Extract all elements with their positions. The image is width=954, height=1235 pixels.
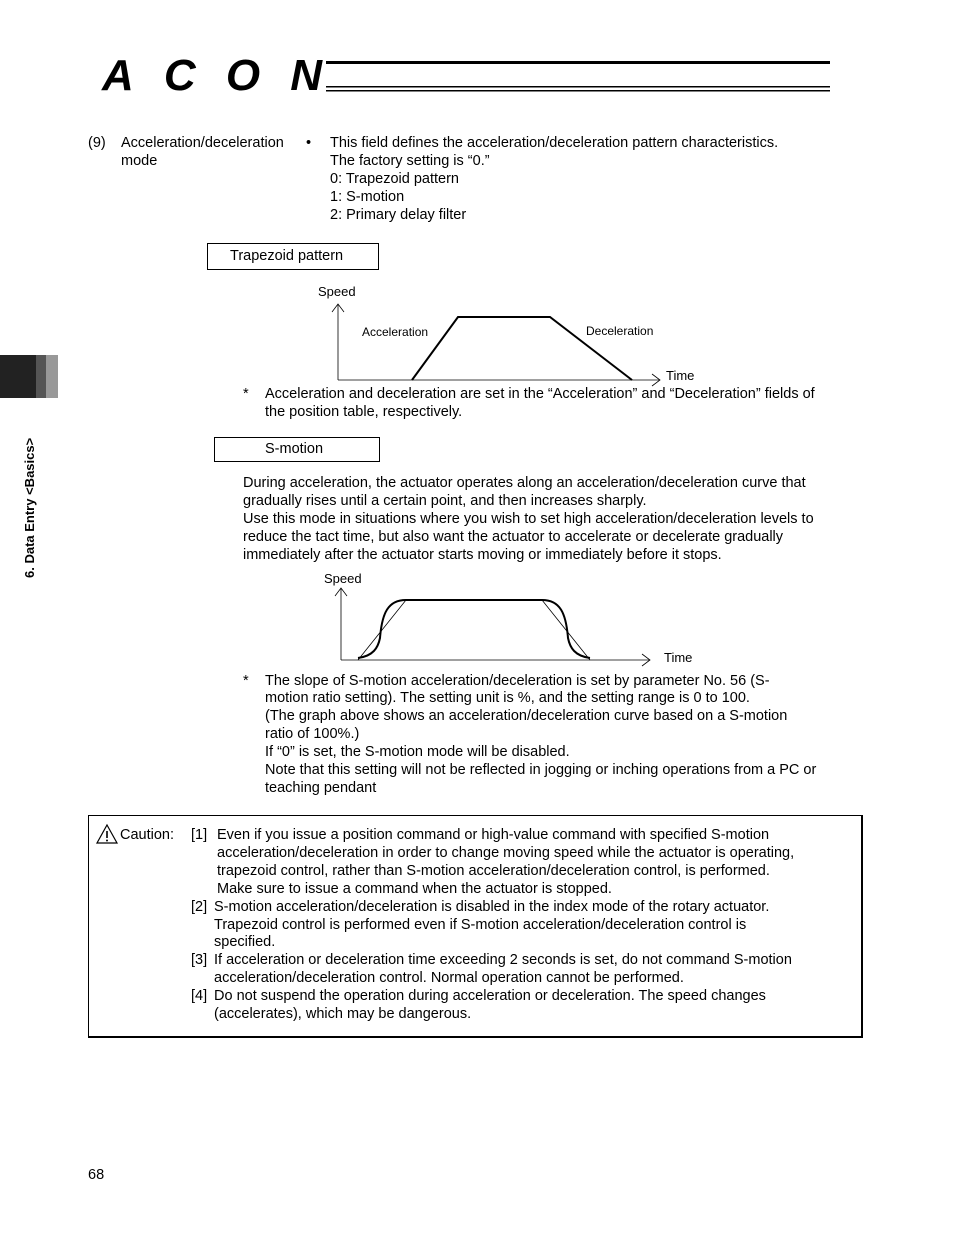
smotion-label: S-motion	[265, 441, 324, 457]
caution-3-line-0: If acceleration or deceleration time exceeding 2 seconds is set, do not command S-motion	[214, 952, 792, 968]
caution-num-2: [2]	[191, 899, 208, 915]
item-desc-4: 2: Primary delay filter	[330, 207, 467, 223]
smotion-note-0: The slope of S-motion acceleration/deceleration is set by parameter No. 56 (S-	[265, 673, 770, 689]
caution-3-line-1: acceleration/deceleration control. Normal operation cannot be performed.	[214, 970, 684, 986]
smotion-para-2: Use this mode in situations where you wish to set high acceleration/deceleration levels to	[243, 511, 814, 527]
caution-num-4: [4]	[191, 988, 208, 1004]
trapezoid-diagram	[310, 280, 710, 390]
caution-2-line-1: Trapezoid control is performed even if S-motion acceleration/deceleration control is	[214, 917, 747, 933]
smotion-para-4: immediately after the actuator starts moving or immediately before it stops.	[243, 547, 722, 563]
trapezoid-note-0: Acceleration and deceleration are set in the “Acceleration” and “Deceleration” fields of	[265, 386, 815, 402]
item-bullet: •	[306, 135, 312, 151]
smotion-diagram	[318, 568, 708, 668]
smotion-note-star: *	[243, 673, 249, 689]
caution-1-line-1: acceleration/deceleration in order to change moving speed while the actuator is operating,	[217, 845, 795, 861]
logo-text: ACON	[102, 51, 322, 98]
smotion-y-label: Speed	[324, 571, 362, 586]
trapezoid-x-label: Time	[666, 368, 695, 383]
item-desc-0: This field defines the acceleration/deceleration pattern characteristics.	[330, 135, 779, 151]
item-desc-2: 0: Trapezoid pattern	[330, 171, 459, 187]
item-desc-1: The factory setting is “0.”	[330, 153, 490, 169]
smotion-para-0: During acceleration, the actuator operates along an acceleration/deceleration curve that	[243, 475, 806, 491]
caution-1-line-0: Even if you issue a position command or high-value command with specified S-motion	[217, 827, 770, 843]
trapezoid-note-1: the position table, respectively.	[265, 404, 463, 420]
caution-num-3: [3]	[191, 952, 208, 968]
item-desc-3: 1: S-motion	[330, 189, 405, 205]
caution-1-line-3: Make sure to issue a command when the actuator is stopped.	[217, 881, 612, 897]
smotion-trapezoid-ref	[358, 600, 590, 660]
smotion-note-2: (The graph above shows an acceleration/deceleration curve based on a S-motion	[265, 708, 788, 724]
item-title-line1: Acceleration/deceleration	[121, 135, 284, 151]
smotion-note-3: ratio of 100%.)	[265, 726, 360, 742]
trapezoid-label: Trapezoid pattern	[230, 248, 344, 264]
trapezoid-y-label: Speed	[318, 284, 356, 299]
side-tab-label: 6. Data Entry <Basics>	[22, 437, 37, 578]
page-number: 68	[88, 1167, 105, 1183]
smotion-note-5: Note that this setting will not be reflected in jogging or inching operations from a PC or	[265, 762, 817, 778]
smotion-curve	[358, 600, 590, 658]
smotion-note-4: If “0” is set, the S-motion mode will be disabled.	[265, 744, 570, 760]
warning-icon	[95, 823, 119, 845]
caution-label: Caution:	[120, 827, 175, 843]
smotion-para-3: reduce the tact time, but also want the actuator to accelerate or decelerate gradually	[243, 529, 784, 545]
accel-label: Acceleration	[362, 325, 429, 339]
smotion-note-6: teaching pendant	[265, 780, 377, 796]
item-title-line2: mode	[121, 153, 158, 169]
smotion-x-label: Time	[664, 650, 693, 665]
smotion-label-box	[214, 437, 380, 462]
caution-2-line-2: specified.	[214, 934, 276, 950]
trapezoid-note-star: *	[243, 386, 249, 402]
caution-4-line-0: Do not suspend the operation during acceleration or deceleration. The speed changes	[214, 988, 766, 1004]
caution-2-line-0: S-motion acceleration/deceleration is disabled in the index mode of the rotary actuator.	[214, 899, 770, 915]
caution-4-line-1: (accelerates), which may be dangerous.	[214, 1006, 472, 1022]
caution-num-1: [1]	[191, 827, 208, 843]
smotion-note-1: motion ratio setting). The setting unit is %, and the setting range is 0 to 100.	[265, 690, 750, 706]
decel-label: Deceleration	[586, 324, 654, 338]
smotion-para-1: gradually rises until a certain point, and then increases sharply.	[243, 493, 647, 509]
caution-1-line-2: trapezoid control, rather than S-motion acceleration/deceleration control, is performed.	[217, 863, 770, 879]
acon-logo	[100, 48, 835, 98]
item-number: (9)	[88, 135, 106, 151]
trapezoid-label-box	[207, 243, 379, 270]
side-tab-block	[0, 355, 58, 398]
